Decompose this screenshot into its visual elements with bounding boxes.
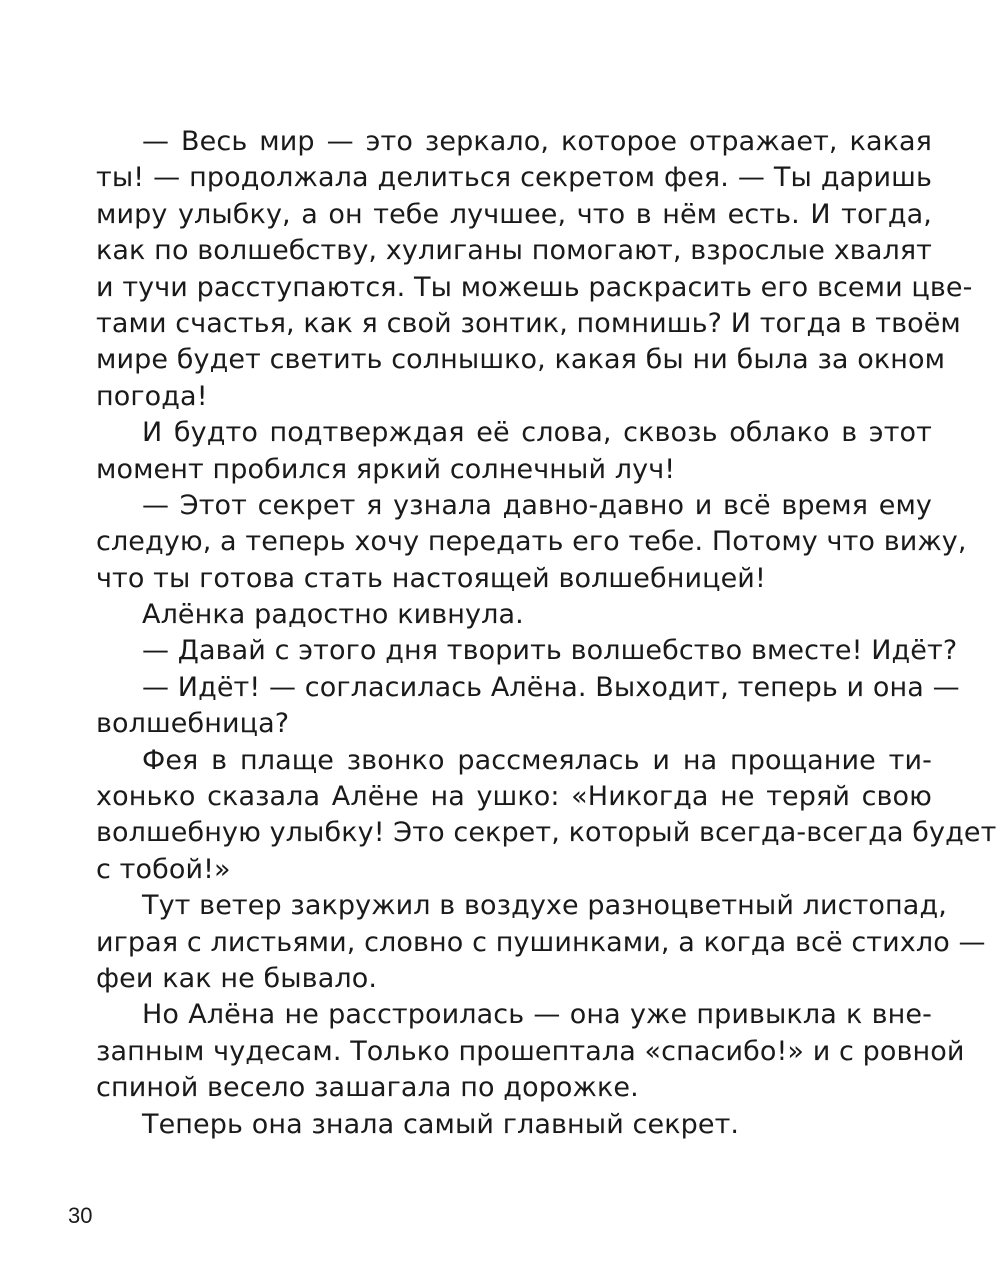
paragraph	[96, 1107, 932, 1143]
paragraph	[96, 743, 997, 889]
text-line: волшебную улыбку! Это секрет, который всегда-всегда будет	[96, 817, 997, 849]
text-line: миру улыбку, а он тебе лучшее, что в нём есть. И тогда,	[96, 198, 932, 230]
text-line: и тучи расступаются. Ты можешь раскрасить его всеми цве-	[96, 271, 973, 303]
text-line: Но Алёна не расстроилась — она уже привыкла к вне-	[142, 999, 932, 1031]
text-line: как по волшебству, хулиганы помогают, взрослые хвалят	[96, 235, 932, 267]
text-line: — Давай с этого дня творить волшебство вместе! Идёт?	[142, 635, 958, 667]
page-number: 30	[68, 1203, 93, 1228]
text-line: играя с листьями, словно с пушинками, а когда всё стихло —	[96, 926, 986, 958]
text-line: погода!	[96, 380, 208, 412]
paragraph	[96, 415, 932, 488]
text-line: И будто подтверждая её слова, сквозь облако в этот	[142, 417, 932, 449]
text-line: — Идёт! — согласилась Алёна. Выходит, теперь и она —	[142, 671, 960, 703]
text-line: — Этот секрет я узнала давно-давно и всё время ему	[142, 489, 932, 521]
text-line: Фея в плаще звонко рассмеялась и на прощание ти-	[142, 744, 932, 776]
text-line: следую, а теперь хочу передать его тебе. Потому что вижу,	[96, 526, 967, 558]
text-line: тами счастья, как я свой зонтик, помнишь? И тогда в твоём	[96, 307, 961, 339]
paragraph	[96, 488, 967, 597]
paragraph	[96, 597, 932, 633]
text-line: момент пробился яркий солнечный луч!	[96, 453, 676, 485]
text-line: ты! — продолжала делиться секретом фея. — Ты даришь	[96, 162, 932, 194]
text-line: волшебница?	[96, 708, 290, 740]
page-body	[96, 124, 997, 1143]
text-line: запным чудесам. Только прошептала «спасибо!» и с ровной	[96, 1035, 965, 1067]
text-line: Алёнка радостно кивнула.	[142, 599, 524, 631]
text-line: с тобой!»	[96, 853, 231, 885]
text-line: Тут ветер закружил в воздухе разноцветный листопад,	[142, 890, 947, 922]
text-line: — Весь мир — это зеркало, которое отражает, какая	[142, 126, 932, 157]
paragraph	[96, 124, 973, 415]
text-line: мире будет светить солнышко, какая бы ни была за окном	[96, 344, 946, 376]
text-line: хонько сказала Алёне на ушко: «Никогда не теряй свою	[96, 781, 932, 813]
paragraph	[96, 633, 958, 669]
paragraph	[96, 997, 965, 1106]
text-line: Теперь она знала самый главный секрет.	[142, 1108, 740, 1140]
paragraph	[96, 888, 986, 997]
text-line: спиной весело зашагала по дорожке.	[96, 1072, 639, 1104]
paragraph	[96, 670, 960, 743]
text-line: что ты готова стать настоящей волшебницей!	[96, 562, 766, 594]
text-line: феи как не бывало.	[96, 962, 378, 994]
